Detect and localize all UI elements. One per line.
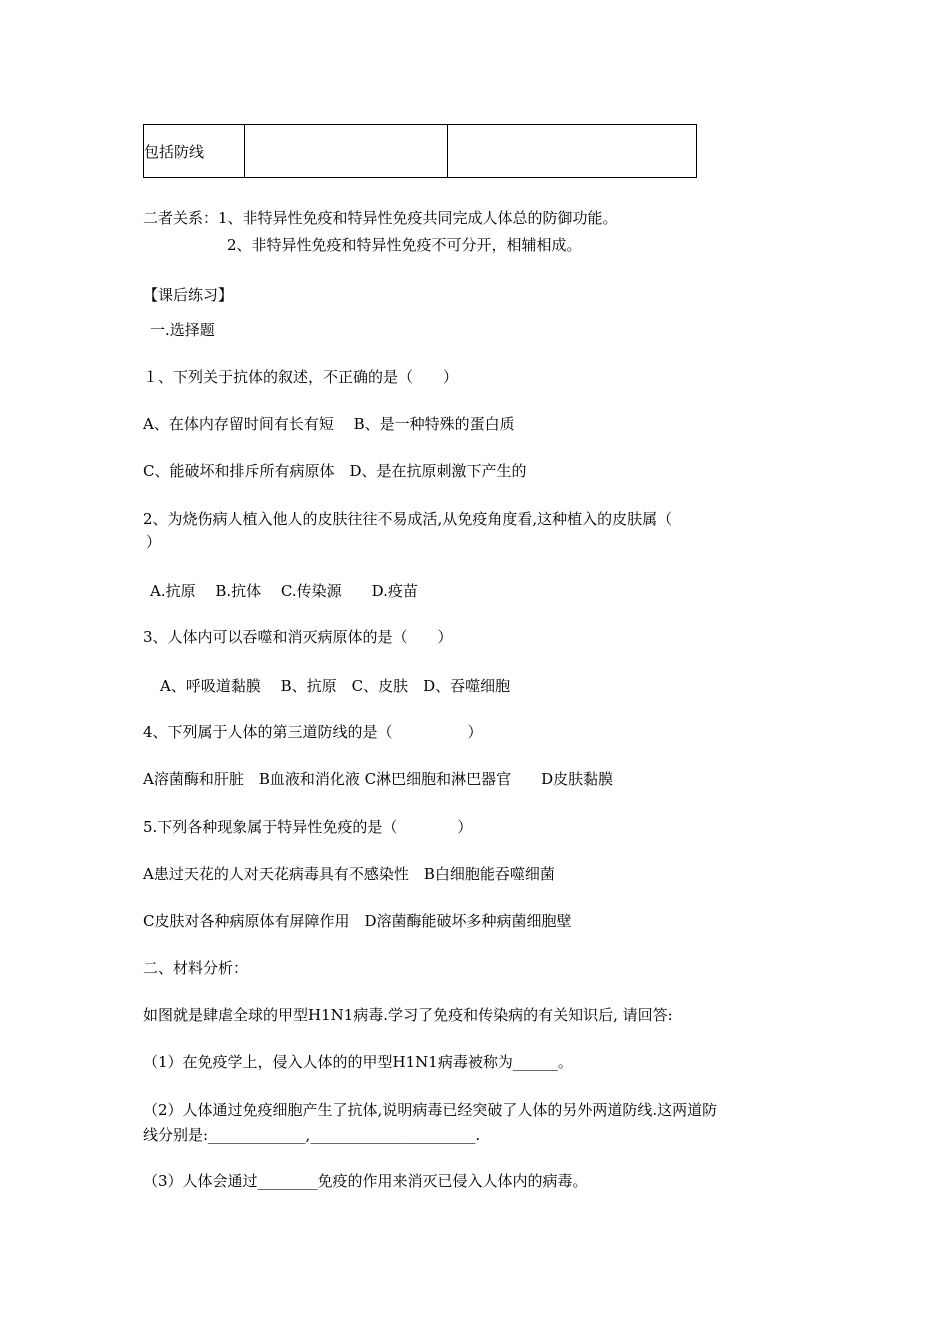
relation-line-2: 2、非特异性免疫和特异性免疫不可分开，相辅相成。 — [227, 236, 582, 254]
question-2-line-2: ） — [146, 533, 162, 551]
material-question-2-line-2: 线分别是:_____________,______________________. — [143, 1126, 481, 1144]
section-practice-heading: 【课后练习】 — [143, 286, 234, 304]
relation-line-1: 二者关系：1、非特异性免疫和特异性免疫共同完成人体总的防御功能。 — [143, 209, 618, 227]
material-question-2-line-1: （2）人体通过免疫细胞产生了抗体,说明病毒已经突破了人体的另外两道防线.这两道防 — [143, 1101, 718, 1119]
question-2-options: A.抗原 B.抗体 C.传染源 D.疫苗 — [150, 582, 418, 600]
question-5-options-ab: A患过天花的人对天花病毒具有不感染性 B白细胞能吞噬细菌 — [143, 865, 555, 883]
question-1-options-cd: C、能破坏和排斥所有病原体 D、是在抗原刺激下产生的 — [143, 462, 527, 480]
question-5: 5.下列各种现象属于特异性免疫的是（ ） — [143, 818, 473, 836]
table-cell-specific — [448, 125, 697, 178]
table-cell-nonspecific — [245, 125, 448, 178]
question-4-options: A溶菌酶和肝脏 B血液和消化液 C淋巴细胞和淋巴器官 D皮肤黏膜 — [143, 770, 614, 788]
question-5-options-cd: C皮肤对各种病原体有屏障作用 D溶菌酶能破坏多种病菌细胞壁 — [143, 912, 572, 930]
material-question-3: （3）人体会通过________免疫的作用来消灭已侵入人体内的病毒。 — [143, 1172, 588, 1190]
section-material-heading: 二、材料分析： — [143, 959, 249, 977]
section-choice-heading: 一.选择题 — [150, 321, 215, 339]
table-row — [144, 125, 697, 178]
material-question-1: （1）在免疫学上，侵入人体的的甲型H1N1病毒被称为______。 — [143, 1053, 573, 1071]
material-intro: 如图就是肆虐全球的甲型H1N1病毒.学习了免疫和传染病的有关知识后, 请回答: — [143, 1006, 673, 1024]
question-3: 3、人体内可以吞噬和消灭病原体的是（ ） — [143, 628, 453, 646]
question-1: １、下列关于抗体的叙述，不正确的是（ ） — [143, 368, 459, 386]
table-row-label: 包括防线 — [144, 125, 245, 178]
question-3-options: A、呼吸道黏膜 B、抗原 C、皮肤 D、吞噬细胞 — [160, 677, 511, 695]
question-1-options-ab: A、在体内存留时间有长有短 B、是一种特殊的蛋白质 — [143, 415, 515, 433]
question-4: 4、下列属于人体的第三道防线的是（ ） — [143, 723, 483, 741]
question-2-line-1: 2、为烧伤病人植入他人的皮肤往往不易成活,从免疫角度看,这种植入的皮肤属（ — [143, 510, 673, 528]
defense-table — [143, 124, 697, 178]
